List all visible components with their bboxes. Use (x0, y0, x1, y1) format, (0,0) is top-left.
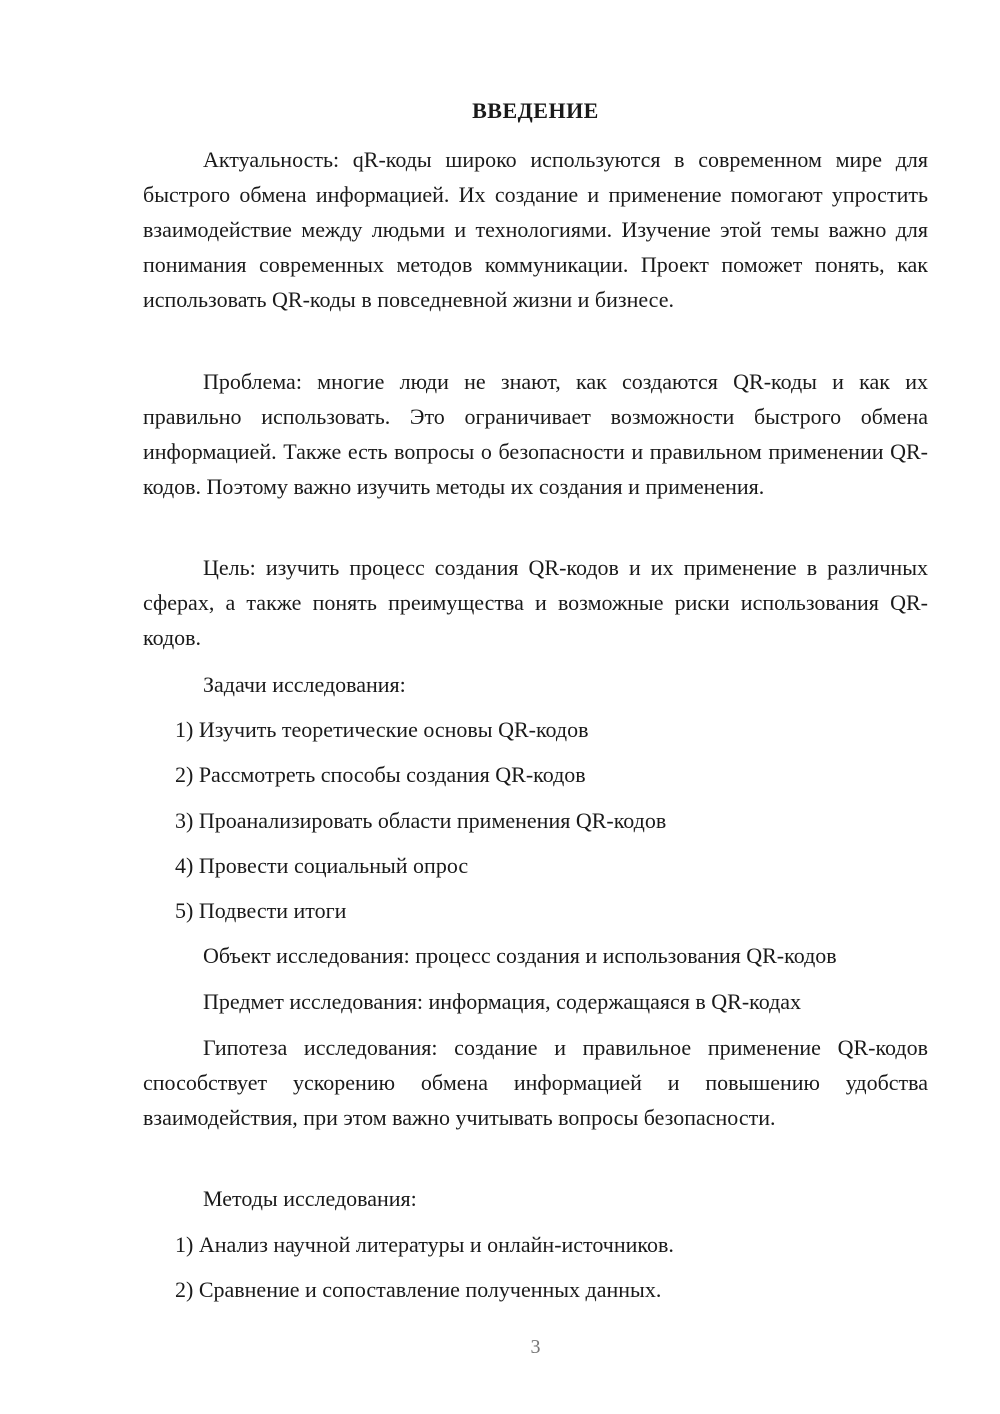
hypothesis-paragraph: Гипотеза исследования: создание и правильное применение QR-кодов способствует ускорению обмена информацией и повышению удобства взаимодействия, при этом важно учитывать вопросы безопасности. (143, 1035, 928, 1130)
task-item-2: 2) Рассмотреть способы создания QR-кодов (175, 762, 586, 787)
problem-paragraph: Проблема: многие люди не знают, как создаются QR-коды и как их правильно использовать. Это ограничивает возможности быстрого обмена информацией. Также есть вопросы о безопасности и правильном применении QR-кодов. Поэтому важно изучить методы их создания и применения. (143, 369, 928, 499)
task-item-1: 1) Изучить теоретические основы QR-кодов (175, 717, 589, 742)
task-item-4: 4) Провести социальный опрос (175, 853, 469, 878)
methods-heading: Методы исследования: (203, 1186, 417, 1211)
document-page (143, 0, 928, 1414)
method-item-1: 1) Анализ научной литературы и онлайн-источников. (175, 1232, 674, 1257)
tasks-heading: Задачи исследования: (203, 672, 406, 697)
relevance-paragraph: Актуальность: qR-коды широко используются в современном мире для быстрого обмена информацией. Их создание и применение помогают упростить взаимодействие между людьми и технологиями. Изучение этой темы важно для понимания современных методов коммуникации. Проект поможет понять, как использовать QR-коды в повседневной жизни и бизнесе. (143, 147, 928, 312)
research-object: Объект исследования: процесс создания и использования QR-кодов (203, 943, 837, 968)
research-subject: Предмет исследования: информация, содержащаяся в QR-кодах (203, 989, 802, 1014)
goal-paragraph: Цель: изучить процесс создания QR-кодов и их применение в различных сферах, а также понять преимущества и возможные риски использования QR-кодов. (143, 555, 928, 650)
task-item-5: 5) Подвести итоги (175, 898, 347, 923)
page-number: 3 (530, 1336, 541, 1358)
method-item-2: 2) Сравнение и сопоставление полученных данных. (175, 1277, 662, 1302)
page-title: ВВЕДЕНИЕ (472, 98, 599, 123)
task-item-3: 3) Проанализировать области применения QR-кодов (175, 808, 667, 833)
